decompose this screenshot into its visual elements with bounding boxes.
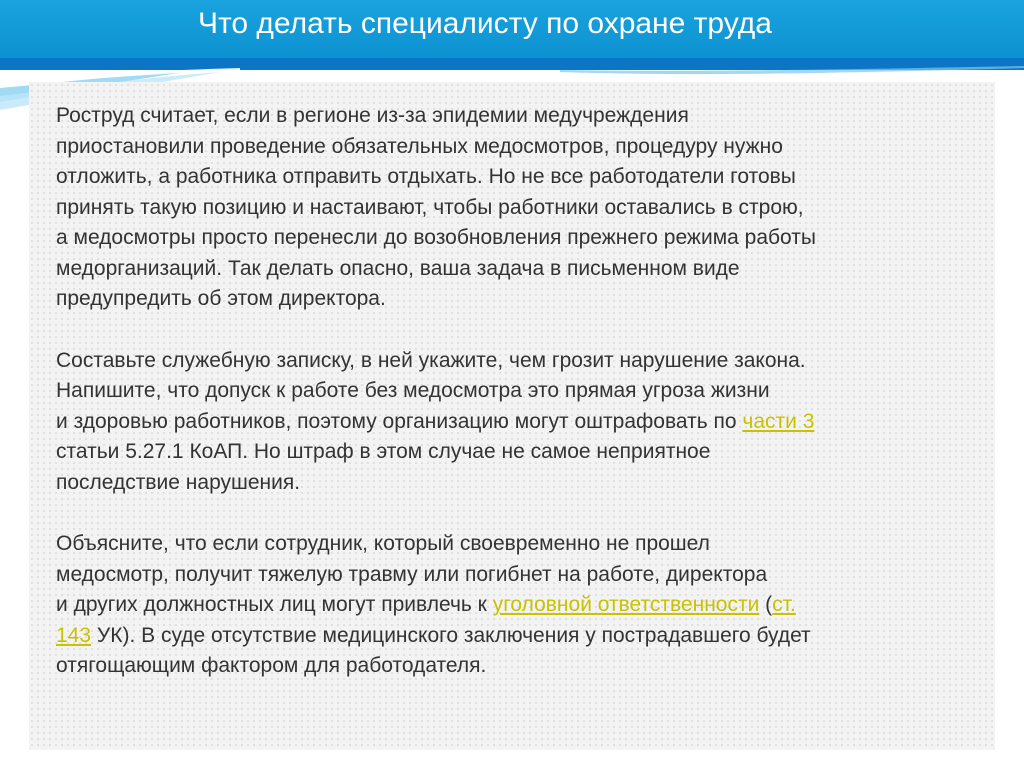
text-line: [56, 407, 996, 438]
text-line: [56, 101, 996, 132]
article-body: [56, 101, 996, 713]
header-bar: [0, 0, 1024, 64]
text-run: и других должностных лиц могут привлечь к: [56, 593, 493, 616]
link-criminal-liability[interactable]: уголовной ответственности: [492, 593, 760, 616]
text-run: (: [759, 593, 773, 616]
text-line: [56, 468, 996, 499]
text-line: [56, 376, 996, 407]
link-part-3[interactable]: части 3: [742, 409, 815, 433]
text-line: [56, 621, 996, 652]
link-article-143-part2[interactable]: 143: [56, 623, 92, 647]
text-run: медорганизаций. Так делать опасно, ваша задача в письменном виде: [56, 256, 740, 280]
text-line: [56, 560, 996, 591]
text-line: [56, 162, 996, 193]
text-run: последствие нарушения.: [56, 470, 301, 494]
text-run: Объясните, что если сотрудник, который своевременно не прошел: [56, 532, 710, 555]
paragraph-memo: [56, 346, 996, 499]
link-article-143-part1[interactable]: ст.: [772, 593, 796, 616]
text-line: [56, 529, 996, 560]
text-line: [56, 284, 996, 315]
text-run: а медосмотры просто перенесли до возобновления прежнего режима работы: [56, 226, 816, 249]
text-line: [56, 651, 996, 682]
text-run: предупредить об этом директора.: [56, 287, 386, 310]
text-run: отложить, а работника отправить отдыхать. Но не все работодатели готовы: [56, 165, 796, 188]
paragraph-liability: [56, 529, 996, 682]
text-run: Напишите, что допуск к работе без медосмотра это прямая угроза жизни: [56, 379, 770, 402]
text-run: Роструд считает, если в регионе из-за эпидемии медучреждения: [56, 104, 689, 127]
paragraph-rostrud: [56, 101, 996, 315]
text-line: [56, 254, 996, 285]
text-line: [56, 346, 996, 377]
text-line: [56, 437, 996, 468]
text-line: [56, 193, 996, 224]
text-run: приостановили проведение обязательных медосмотров, процедуру нужно: [56, 134, 783, 158]
text-line: [56, 223, 996, 254]
text-run: УК). В суде отсутствие медицинского заключения у пострадавшего будет: [91, 623, 811, 647]
text-line: [56, 132, 996, 163]
text-run: отягощающим фактором для работодателя.: [56, 654, 487, 677]
text-run: медосмотр, получит тяжелую травму или погибнет на работе, директора: [56, 562, 768, 586]
text-run: принять такую позицию и настаивают, чтобы работники оставались в строю,: [56, 195, 804, 219]
text-run: и здоровью работников, поэтому организацию могут оштрафовать по: [56, 409, 743, 433]
text-run: Составьте служебную записку, в ней укажите, чем грозит нарушение закона.: [56, 348, 806, 372]
text-run: статьи 5.27.1 КоАП. Но штраф в этом случае не самое неприятное: [56, 440, 711, 463]
page-title: Что делать специалисту по охране труда: [198, 7, 772, 40]
text-line: [56, 590, 996, 621]
